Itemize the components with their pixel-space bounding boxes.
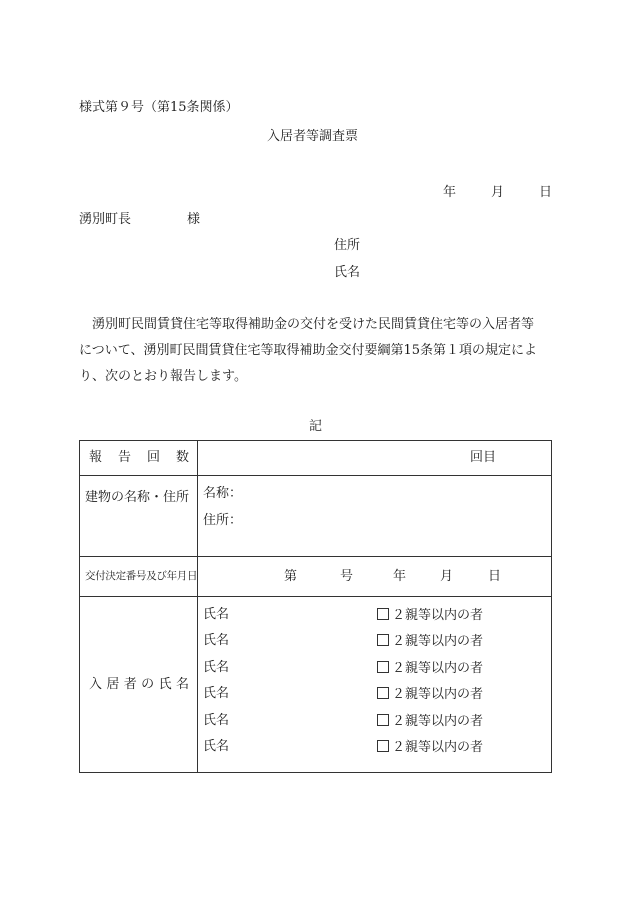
building-field[interactable] [198,476,552,557]
checkbox-icon[interactable] [377,634,389,646]
residents-label-cell [80,597,198,773]
building-name-label: 名称： [203,486,243,501]
decision-row [80,557,552,597]
decision-gou: 号 [340,569,354,584]
applicant-name-label: 氏名 [334,265,361,280]
kinship-label: ２親等以内の者 [392,714,484,729]
residents-label: 入 居 者 の 氏 名 [89,677,189,692]
building-row [80,476,552,557]
document-title: 入居者等調査票 [267,129,359,144]
kinship-checkbox[interactable] [377,687,483,701]
checkbox-icon[interactable] [377,687,389,699]
kinship-checkbox[interactable] [377,714,483,728]
form-number: 様式第９号（第15条関係） [79,100,239,115]
resident-row [198,655,551,681]
decision-field[interactable] [198,557,552,597]
addressee: 湧別町長 [79,212,132,227]
date-year-label: 年 [443,185,457,200]
decision-year: 年 [393,569,407,584]
resident-row [198,602,551,628]
resident-name-label: 氏名 [203,660,230,675]
building-address-label: 住所： [203,513,243,528]
kinship-label: ２親等以内の者 [392,740,484,755]
resident-name-label: 氏名 [203,607,230,622]
resident-name-label: 氏名 [203,633,230,648]
report-count-unit: 回目 [469,450,496,465]
resident-row [198,681,551,707]
resident-row [198,708,551,734]
checkbox-icon[interactable] [377,740,389,752]
kinship-label: ２親等以内の者 [392,608,484,623]
decision-month: 月 [440,569,454,584]
residents-row [80,597,552,773]
report-count-label: 報 告 回 数 [89,450,189,465]
paragraph-line: 湧別町民間賃貸住宅等取得補助金の交付を受けた民間賃貸住宅等の入居者等 [79,317,535,332]
checkbox-icon[interactable] [377,608,389,620]
residents-field [198,597,552,773]
kinship-checkbox[interactable] [377,608,483,622]
report-count-row [80,441,552,476]
kinship-checkbox[interactable] [377,740,483,754]
survey-table [79,440,552,773]
applicant-address-label: 住所 [334,238,361,253]
decision-day: 日 [488,569,502,584]
resident-name-label: 氏名 [203,686,230,701]
paragraph-line: り、次のとおり報告します。 [79,369,247,384]
report-paragraph [79,312,555,390]
kinship-checkbox[interactable] [377,634,483,648]
resident-row [198,628,551,654]
date-month-label: 月 [491,185,505,200]
date-day-label: 日 [539,185,553,200]
decision-dai: 第 [284,569,298,584]
building-label-cell [80,476,198,557]
ki-heading: 記 [309,419,323,434]
kinship-label: ２親等以内の者 [392,687,484,702]
report-count-label-cell [80,441,198,476]
resident-name-label: 氏名 [203,739,230,754]
building-label: 建物の名称・住所 [85,490,190,505]
addressee-honorific: 様 [187,212,201,227]
decision-label: 交付決定番号及び年月日 [85,570,198,582]
resident-row [198,734,551,760]
report-count-field[interactable] [198,441,552,476]
checkbox-icon[interactable] [377,714,389,726]
resident-name-label: 氏名 [203,713,230,728]
kinship-label: ２親等以内の者 [392,634,484,649]
decision-label-cell [80,557,198,597]
paragraph-line: について、湧別町民間賃貸住宅等取得補助金交付要綱第15条第１項の規定によ [79,343,538,358]
checkbox-icon[interactable] [377,661,389,673]
kinship-checkbox[interactable] [377,661,483,675]
kinship-label: ２親等以内の者 [392,661,484,676]
